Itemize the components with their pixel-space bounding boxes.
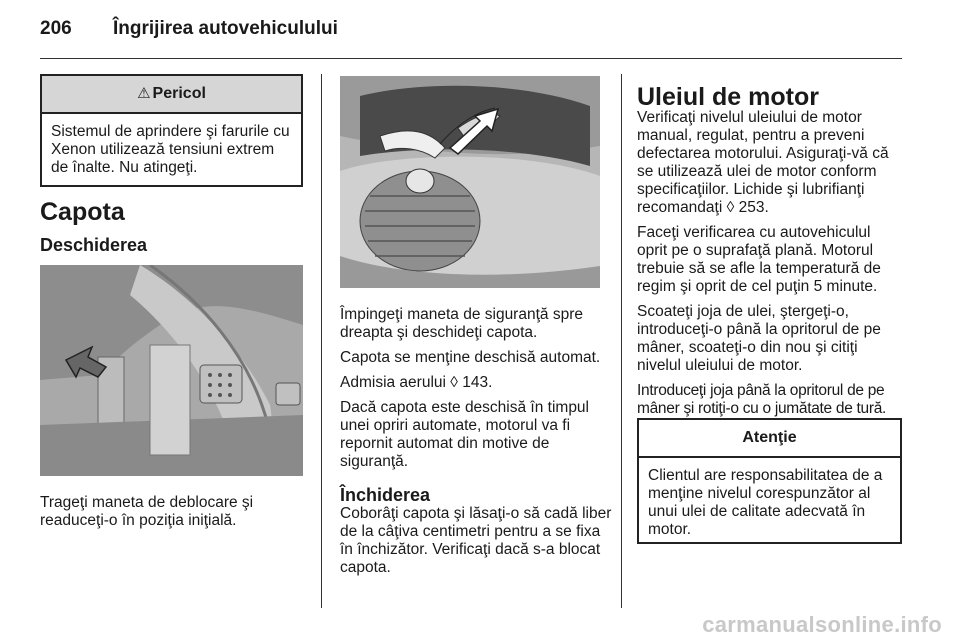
paragraph: Scoateţi joja de ulei, ştergeţi-o, introduceţi-o până la opritorul de pe mâner, scoateţi-o din nou şi citiţi nivelul uleiului de motor. [637, 303, 881, 374]
paragraph: Împingeţi maneta de siguranţă spre dreapta şi deschideţi capota. [340, 306, 583, 341]
hood-opening-illustration [340, 76, 600, 288]
middle-text [340, 306, 612, 584]
danger-box-title: Pericol [152, 85, 206, 102]
pedals-release-lever-image [40, 265, 303, 476]
paragraph-text: Verificaţi nivelul uleiului de motor manual, regulat, pentru a preveni defectarea motorului. Asiguraţi-vă că se utilizează ulei de motor conform specificaţiilor. Lichide şi lubrifianţi recomandaţi [637, 109, 889, 216]
hood-opening-image [340, 76, 600, 288]
chapter-title: Îngrijirea autovehiculului [113, 18, 338, 39]
column-divider-2 [621, 74, 622, 608]
paragraph: Introduceţi joja până la opritorul de pe mâner şi rotiţi-o cu o jumătate de tură. [637, 382, 887, 417]
notice-box [637, 418, 902, 544]
subsection-title: Deschiderea [40, 235, 148, 255]
release-lever-caption: Trageţi maneta de deblocare şi readuceţi-o în poziţia iniţială. [40, 494, 254, 529]
paragraph: Dacă capota este deschisă în timpul unei opriri automate, motorul va fi repornit automat din motive de siguranţă. [340, 399, 589, 470]
xref-page: 253. [738, 199, 769, 216]
paragraph: Coborâţi capota şi lăsaţi-o să cadă liber de la câţiva centimetri pentru a se fixa în închizător. Verificaţi dacă s-a blocat capota. [340, 505, 612, 576]
xref-page: 143. [462, 374, 493, 391]
paragraph: Capota se menţine deschisă automat. [340, 349, 601, 366]
closing-subsection-title: Închiderea [340, 485, 431, 505]
notice-box-title: Atenţie [639, 420, 900, 458]
watermark: carmanualsonline.info [702, 612, 942, 637]
xref-arrow-icon: ◊ [450, 374, 458, 391]
danger-box [40, 74, 303, 187]
page-number: 206 [40, 18, 72, 39]
section-title: Capota [40, 198, 125, 226]
pedals-release-lever-illustration [40, 265, 303, 476]
xref-label: Admisia aerului [340, 374, 446, 391]
warning-triangle-icon: ⚠ [137, 85, 151, 102]
oil-section-title: Uleiul de motor [637, 83, 819, 111]
cross-reference [340, 374, 612, 392]
right-text [637, 109, 903, 425]
paragraph: Faceţi verificarea cu autovehiculul oprit pe o suprafaţă plană. Motorul trebuie să se afle la temperatură de regim şi oprit de cel puţin 5 minute. [637, 224, 881, 295]
paragraph [637, 109, 903, 217]
header-divider [40, 58, 902, 59]
column-divider-1 [321, 74, 322, 608]
danger-box-header [42, 76, 301, 114]
notice-box-body: Clientul are responsabilitatea de a menţine nivelul corespunzător al unui ulei de calitate adecvată în motor. [648, 467, 883, 538]
danger-box-body: Sistemul de aprindere şi farurile cu Xenon utilizează tensiuni extrem de înalte. Nu atingeţi. [51, 123, 290, 176]
xref-arrow-icon: ◊ [726, 199, 735, 216]
